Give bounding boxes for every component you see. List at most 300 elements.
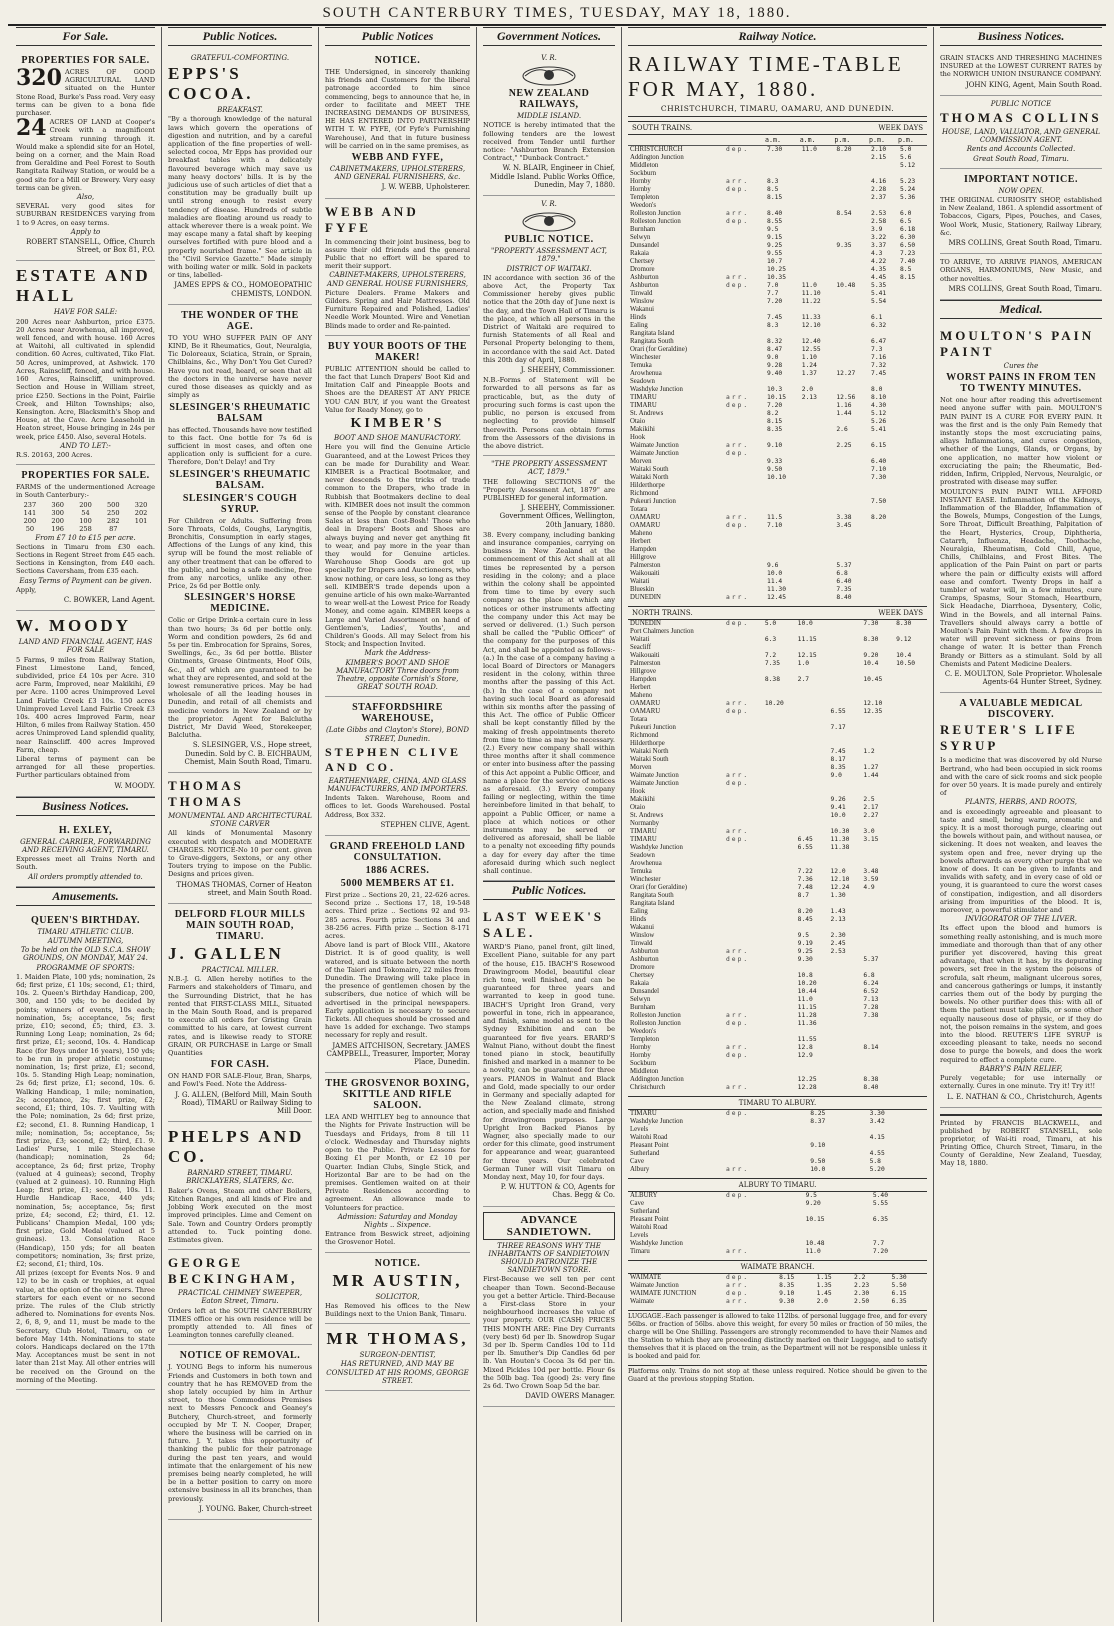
advert-terms: Easy Terms of Payment can be given. — [19, 576, 152, 585]
acreage-number: 24 — [16, 115, 47, 142]
train-time: 5.41 — [871, 290, 887, 297]
train-time: 11.5 — [767, 514, 783, 521]
train-time: 12.10 — [830, 876, 850, 883]
advert-text: In commencing their joint business, beg to assure their old friends and the general Public that no effort will be spared to merit their support. — [325, 237, 470, 271]
advert-signature: JAMES AITCHISON, Secretary. JAMES CAMPBELL, Treasurer, Importer, Moray Place, Dunedin. — [326, 1041, 470, 1067]
arr-dep-label — [724, 852, 763, 860]
week-days-label: WEEK DAYS — [878, 609, 923, 617]
time-column-header: a.m. — [800, 135, 835, 146]
train-time — [861, 892, 894, 900]
albury-label: TIMARU TO ALBURY. — [738, 1099, 817, 1107]
train-time: 9.0 — [767, 354, 779, 361]
timetable-route: CHRISTCHURCH, TIMARU, OAMARU, AND DUNEDIN. — [628, 104, 927, 117]
train-time — [894, 724, 927, 732]
station-name: Rangitata South — [630, 338, 674, 345]
advert-subtitle: BREAKFAST. — [217, 106, 263, 115]
advert-subtitle: Admission: Saturday and Monday Nights .. Sixpence. — [337, 1212, 458, 1229]
timetable-row — [628, 538, 927, 546]
train-time — [800, 426, 835, 434]
advert-exley — [16, 820, 155, 887]
train-time — [763, 764, 796, 772]
advert-text: Liberal terms of payment can be arranged for all these properties. Further particulars obtained from — [16, 755, 155, 780]
train-time: 8.30 — [863, 636, 879, 643]
timetable-row — [628, 322, 927, 330]
notice-subtitle: DISTRICT OF WAITAKI. — [506, 264, 592, 273]
timetable-row — [628, 700, 927, 708]
train-time — [765, 202, 800, 210]
arr-dep-label: dep. — [726, 836, 750, 843]
station-name: Hilderthorpe — [630, 740, 665, 747]
advert-title: DELFORD FLOUR MILLS MAIN SOUTH ROAD, TIMARU. — [174, 909, 306, 943]
train-time — [869, 522, 898, 530]
train-time — [796, 900, 829, 908]
timaru-timetable — [628, 1192, 927, 1256]
advert-text: For Children or Adults. Suffering from Sore Throats, Colds, Coughs, Laryngitis, Bronchitis, Consumption in early stages, Affections of the Lungs of any kind, this syrup will be found the most reliable of any other treatment that can be offered to the public, and being a safe medicine, free from any narcotics, unlike any other. Price, 2s 6d per Bottle only. — [168, 516, 312, 591]
advert-text: MOULTON'S PAIN PAINT WILL AFFORD INSTANT EASE. Inflammation of the Kidneys, Inflammation of the Bladder, Inflammation of the Bowels, Mumps, Congestion of the Lungs, Sore Throat, Difficult Breathing, Palpitation of the Heart, Hysterics, Croup, Diphtheria, Catarrh, Influenza, Headache, Toothache, Neuralgia, Rheumatism, Cold Chill, Ague, Chills, Chilblains, and Frost Bites. The application of the Pain Paint on part or parts where the pain or difficulty exists will afford ease and comfort. Twenty Drops in half a tumbler of water will, in a few minutes, cure Cramps, Spasms, Sour Stomach, Heartburn, Sick Headache, Diarrhoea, Dysentery, Colic, Wind in the Bowels, and all internal Pains. Travellers should always carry a bottle of Moulton's Pain Paint with them. A few drops in water will prevent sickness or pains from change of water. It is better than French Brandy or Bitters as a stimulant. Sold by all Chemists and Patent Medicine Dealers. — [940, 487, 1102, 668]
advert-land-consultation — [325, 836, 470, 1073]
station-name: Maheno — [630, 692, 653, 699]
train-time — [898, 170, 927, 178]
train-time — [763, 628, 796, 636]
train-time — [763, 772, 796, 780]
train-time: 5.30 — [891, 1274, 907, 1281]
train-time — [894, 676, 927, 684]
notice-subtitle: "THE PROPERTY ASSESSMENT ACT, 1879." — [491, 460, 607, 477]
table-row: 237 360 200 500 320 — [23, 500, 148, 509]
timetable-row — [628, 226, 927, 234]
train-time: 11.28 — [797, 1012, 817, 1019]
train-time — [861, 852, 894, 860]
train-time — [828, 668, 861, 676]
train-time: 8.3 — [767, 322, 779, 329]
train-time — [834, 266, 869, 274]
notice-signature: J. SHEEHY, Commissioner. Government Offices, Wellington, 20th January, 1880. — [499, 504, 615, 529]
advert-title: PROPERTIES FOR SALE. — [21, 470, 150, 482]
station-name: Seacliff — [630, 644, 652, 651]
advert-text: Above land is part of Block VIII., Akatore District. It is of good quality, is well watered, and is situate between the north of the Taieri and Tokomairo, 22 miles from Dunedin. The Drawing will take place in the presence of gentlemen chosen by the subscribers, due notice of which will be advertised in the principal newspapers. Early application is necessary to secure Tickets. All cheques should be crossed and have 1s added for exchange. Two stamps necessary for reply and result. — [325, 941, 470, 1040]
arr-dep-label: dep. — [726, 146, 750, 153]
train-time: 8.35 — [830, 764, 846, 771]
station-name: Ealing — [630, 908, 648, 915]
arr-dep-label — [724, 740, 763, 748]
train-time: 3.9 — [871, 226, 883, 233]
train-time — [834, 162, 869, 170]
train-time: 10.8 — [797, 972, 813, 979]
advert-subtitle: SOLICITOR, — [375, 1292, 420, 1301]
advert-signature: J. YOUNG. Baker, Church-street — [199, 1504, 312, 1513]
station-name: Waitaki North — [630, 748, 669, 755]
train-time — [796, 684, 829, 692]
timetable-row — [628, 900, 927, 908]
arr-dep-label — [724, 1060, 763, 1068]
train-time — [763, 1052, 796, 1060]
station-name: Rolleston Junction — [630, 218, 681, 225]
timetable-row — [628, 330, 927, 338]
train-time — [763, 668, 796, 676]
train-time — [894, 628, 927, 636]
train-time — [763, 1060, 796, 1068]
arr-dep-label: arr. — [726, 1248, 750, 1255]
train-time: 2.50 — [854, 1298, 870, 1305]
train-time — [834, 506, 869, 514]
arr-dep-label — [724, 860, 763, 868]
timetable-row — [628, 1166, 927, 1174]
train-time — [796, 1028, 829, 1036]
advert-text: WARD'S Piano, panel front, gilt lined, Excellent Piano, suitable for any part of the house, £15. IBACH'S Rosewood Drawingroom Model, beautiful clear rich tone, well finished, and can be guaranteed for three years and warranted to keep in good tune. IBACH'S Upright Iron Grand, very powerful in tone, rich in appearance, and finish, same model as sent to the Sydney Exhibition and can be guaranteed for five years. ERARD'S Walnut Piano, without doubt the finest toned piano in stock, beautifully finished and marked in a manner to be a novelty, can be guaranteed for three years. PIANOS in Walnut and Black and Gold, made specially to our order in Germany and specially adapted for the New Zealand climate, strong action, and specially made and finished for drawingroom purposes. Large Upright Iron Backed Pianos by Wagner, also specially made to our order for this climate, good instrument for appearance and wear, guaranteed for three years. Our celebrated German Tuner will visit Timaru on Monday next, May 10, for four days. — [483, 943, 615, 1181]
advert-phelps — [168, 1122, 312, 1250]
arr-dep-label: dep. — [726, 186, 750, 193]
station-name: ALBURY — [630, 1192, 658, 1199]
arr-dep-label — [724, 506, 765, 514]
station-name: OAMARU — [630, 514, 661, 521]
arr-dep-label — [724, 868, 763, 876]
advert-signature: W. MOODY. — [114, 781, 155, 790]
train-time — [828, 788, 861, 796]
advert-text: Not one hour after reading this advertisement need anyone suffer with pain. MOULTON'S PAIN PAINT IS A CURE FOR EVERY PAIN. It was the first and is the only Pain Remedy that instantly stops the most excruciating pains, allays Inflammations, and cures congestion, whether of the Lungs, Glands, or Organs, by one application, no matter how violent or excruciating the pain; the Rheumatic, Bed-ridden, Infirm, Crippled, Nervous, Neuralgic, or prostrated with disease may suffer. — [940, 396, 1102, 487]
train-time: 3.30 — [869, 1110, 885, 1117]
train-time — [871, 1208, 927, 1216]
train-time — [894, 828, 927, 836]
train-time — [898, 450, 927, 458]
train-time: 9.25 — [767, 242, 783, 249]
train-time: 11.10 — [801, 290, 821, 297]
train-time: 4.35 — [871, 266, 887, 273]
station-name: Temuka — [630, 868, 652, 875]
train-time: 5.26 — [871, 418, 887, 425]
station-name: Selwyn — [630, 234, 651, 241]
station-name: Winslow — [630, 932, 655, 939]
train-time: 8.15 — [767, 194, 783, 201]
timetable-row — [628, 732, 927, 740]
train-time — [861, 964, 894, 972]
royal-cypher: V. R. — [541, 200, 557, 209]
advert-title: THOMAS THOMAS — [168, 778, 244, 809]
train-time — [828, 924, 861, 932]
train-time: 10.20 — [764, 700, 784, 707]
advert-title: NOTICE OF REMOVAL. — [179, 1350, 301, 1362]
arr-dep-label — [724, 226, 765, 234]
train-time — [898, 418, 927, 426]
arr-dep-label — [724, 980, 763, 988]
train-time — [796, 628, 829, 636]
station-name: Waitohi Road — [630, 1134, 668, 1141]
train-time — [894, 1052, 927, 1060]
train-time — [765, 330, 800, 338]
arr-dep-label — [724, 498, 765, 506]
arr-dep-label: dep. — [726, 1192, 750, 1199]
train-time — [861, 1020, 894, 1028]
train-time: 7.32 — [871, 362, 887, 369]
timetable-row — [628, 546, 927, 554]
timetable-row — [628, 154, 927, 162]
station-name: Ashburton — [630, 282, 659, 289]
station-name: Washdyke Junction — [630, 386, 683, 393]
train-time: 11.22 — [801, 298, 821, 305]
train-time — [898, 402, 927, 410]
timetable-row — [628, 1224, 927, 1232]
advert-subtitle: BABRY'S PAIN RELIEF, — [979, 1064, 1063, 1073]
arr-dep-label — [724, 1200, 804, 1208]
train-time — [834, 298, 869, 306]
advert-text: All prizes (except for Events Nos. 9 and 12) to be in cash or trophies, at equal value, at the option of the winners. Three starters for each event or no second prize. The rules of the Club strictly adhered to. Nominations for events Nos. 2, 6, 8, 9, and 11, must be made to the Secretary, Club Hotel, Timaru, on or before May 14th. Nominations to state colors. Handicaps declared on the 17th May. Acceptances must be sent in not later than 21st May. All other entries will be received on the Ground on the morning of the Meeting. — [16, 1269, 155, 1384]
timetable-row — [628, 1020, 927, 1028]
station-name: Herbert — [630, 684, 651, 691]
station-name: Palmerston — [630, 562, 661, 569]
advert-signature: C. BOWKER, Land Agent. — [63, 595, 155, 604]
advert-text: Picture Dealers. Frame Makers and Gilders. Spring and Hair Mattresses. Old Furniture Repaired and Polished, Ladies' Needle Work Mounted. Wire and Venetian Blinds made to order and Re-painted. — [325, 288, 470, 330]
arr-dep-label — [724, 482, 765, 490]
train-time: 6.47 — [871, 338, 887, 345]
train-time — [894, 900, 927, 908]
arr-dep-label — [724, 900, 763, 908]
advert-subtitle: SURGEON-DENTIST, — [359, 1351, 436, 1360]
train-time — [800, 162, 835, 170]
train-time: 2.13 — [830, 916, 846, 923]
station-name: Rolleston Junction — [630, 210, 681, 217]
train-time — [763, 892, 796, 900]
advert-signature: P. W. HUTTON & CO, Agents for Chas. Begg & Co. — [500, 1183, 615, 1200]
week-days-label: WEEK DAYS — [878, 124, 923, 132]
station-name: Ashburton — [630, 948, 659, 955]
train-time — [898, 386, 927, 394]
royal-crest-icon — [519, 210, 579, 232]
timetable-row — [628, 1004, 927, 1012]
timetable-row — [628, 836, 927, 844]
timetable-row — [628, 1298, 927, 1306]
train-time — [861, 924, 894, 932]
train-time — [828, 1052, 861, 1060]
timetable-row — [628, 450, 927, 458]
timetable-row — [628, 442, 927, 450]
train-time — [828, 684, 861, 692]
notice-property-assessment — [483, 196, 615, 456]
south-timetable — [628, 135, 927, 602]
station-name: OAMARU — [630, 700, 661, 707]
train-time: 8.40 — [767, 210, 783, 217]
station-name: Waimate Junction — [630, 780, 679, 787]
arr-dep-label — [724, 964, 763, 972]
train-time — [894, 700, 927, 708]
train-time — [800, 554, 835, 562]
train-time — [763, 956, 796, 964]
arr-dep-label — [724, 370, 765, 378]
train-time — [800, 378, 835, 386]
train-time — [800, 218, 835, 226]
train-time: 2.15 — [871, 154, 887, 161]
train-time — [894, 668, 927, 676]
table-row: 200 200 100 282 101 — [23, 516, 148, 525]
train-time: 8.55 — [767, 218, 783, 225]
station-name: Morven — [630, 764, 652, 771]
north-timetable — [628, 620, 927, 1092]
train-time: 7.2 — [764, 652, 777, 659]
advert-subtitle: BOOT AND SHOE MANUFACTORY. — [334, 434, 461, 443]
train-time — [796, 764, 829, 772]
train-time — [800, 226, 835, 234]
train-time: 5.40 — [872, 1192, 889, 1199]
station-name: St. Andrews — [630, 410, 664, 417]
advert-title: ESTATE AND HALL — [16, 266, 151, 306]
arr-dep-label — [724, 546, 765, 554]
train-time — [800, 242, 835, 250]
train-time — [869, 482, 898, 490]
train-time: 6.0 — [899, 210, 912, 217]
masthead — [8, 2, 1106, 26]
notice-signature: W. N. BLAIR, Engineer in Chief, Middle Island. Public Works Office, Dunedin, May 7, 1880. — [489, 164, 615, 189]
station-name: Dunsandel — [630, 988, 660, 995]
station-name: Wakanui — [630, 306, 654, 313]
train-time — [869, 162, 898, 170]
arr-dep-label — [724, 788, 763, 796]
arr-dep-label — [724, 676, 763, 684]
train-time: 5.8 — [869, 1158, 881, 1165]
train-time: 5.12 — [899, 162, 916, 169]
albury-timetable — [628, 1110, 927, 1174]
station-name: Winchester — [630, 354, 661, 361]
timetable-row — [628, 1028, 927, 1036]
train-time: 11.0 — [805, 1248, 821, 1255]
station-name: Richmond — [630, 732, 659, 739]
train-time: 7.22 — [797, 868, 813, 875]
train-time — [800, 330, 835, 338]
train-time — [765, 306, 800, 314]
arr-dep-label — [724, 844, 763, 852]
royal-cypher: V. R. — [541, 54, 557, 62]
advert-athletic — [16, 910, 155, 1390]
advert-subtitle: HAVE FOR SALE: — [53, 308, 118, 317]
train-time: 8.37 — [810, 1118, 826, 1125]
train-time: 10.25 — [767, 266, 786, 273]
advert-subtitle: AUTUMN MEETING, — [47, 937, 124, 946]
train-time: 2.23 — [854, 1282, 870, 1289]
train-time: 8.3 — [767, 178, 779, 185]
acreage-table — [16, 501, 155, 533]
train-time: 6.15 — [871, 442, 887, 449]
station-name: Burnham — [630, 226, 656, 233]
station-name: Waimate Junction — [630, 450, 679, 457]
train-time: 7.0 — [767, 282, 779, 289]
timetable-row — [628, 514, 927, 522]
train-time — [765, 538, 800, 546]
train-time — [861, 908, 894, 916]
arr-dep-label — [724, 1224, 804, 1232]
advert-signature: MRS COLLINS, Great South Road, Timaru. — [948, 284, 1102, 293]
train-time — [800, 194, 835, 202]
train-time — [796, 828, 829, 836]
advert-text: Indents Taken. Warehouse, Room and offices to let. Goods Warehoused. Postal Address, Box 332. — [325, 794, 470, 819]
train-time: 7.30 — [871, 474, 887, 481]
train-time — [834, 546, 869, 554]
train-time: 10.15 — [767, 394, 786, 401]
train-time — [834, 322, 869, 330]
timetable-row — [628, 636, 927, 644]
arr-dep-label — [724, 692, 763, 700]
train-time — [763, 1004, 796, 1012]
train-time: 9.50 — [767, 466, 783, 473]
timetable-row — [628, 170, 927, 178]
advert-text: J. YOUNG Begs to inform his numerous Friends and Customers in both town and country that he has REMOVED from the shop lately occupied by him in Arthur street, to those Commodious Premises next to Messrs Pencock and Geaney's Butchery, Church-street, and formerly occupied by Mr T. N. Cooper, Draper, where the business will be carried on in future. J. Y. takes this opportunity of thanking the public for their patronage during the past ten years, and would intimate that the enlargement of his new premises being nearly completed, he will be in a better position to carry on more extensive business in all its branches, than previously. — [168, 1363, 312, 1503]
train-time: 6.15 — [891, 1290, 907, 1297]
advert-subtitle: Cures the — [1003, 362, 1039, 371]
station-name: Sockburn — [630, 170, 657, 177]
station-name: Waitaki South — [630, 466, 669, 473]
train-time: 9.0 — [830, 772, 842, 779]
advert-title: MR AUSTIN, — [332, 1270, 463, 1290]
station-name: Wakanui — [630, 924, 654, 931]
arr-dep-label: arr. — [726, 1044, 750, 1051]
advert-title: QUEEN'S BIRTHDAY. — [30, 914, 141, 926]
train-time — [763, 812, 796, 820]
train-time — [796, 700, 829, 708]
arr-dep-label: dep. — [726, 956, 750, 963]
station-name: Waimate Junction — [630, 1282, 679, 1289]
advert-subtitle: NOW OPEN. — [998, 186, 1044, 195]
train-time — [800, 594, 835, 602]
station-name: Waimate Junction — [630, 442, 679, 449]
train-time: 7.40 — [899, 258, 916, 265]
train-time: 8.20 — [871, 514, 887, 521]
train-time — [828, 996, 861, 1004]
advert-text: Rents and Accounts Collected. — [966, 145, 1076, 154]
advert-product: REUTER'S LIFE SYRUP — [940, 722, 1078, 754]
train-time — [800, 266, 835, 274]
arr-dep-label — [724, 322, 765, 330]
station-name: Rakaia — [630, 250, 649, 257]
timetable-row — [628, 362, 927, 370]
advert-stansell — [16, 50, 155, 261]
train-time — [898, 330, 927, 338]
timetable-row — [628, 426, 927, 434]
train-time: 12.10 — [801, 322, 821, 329]
timetable-row — [628, 266, 927, 274]
section-heading: Business Notices. — [940, 27, 1102, 46]
station-name: Waikouaiti — [630, 570, 660, 577]
train-time: 1.44 — [836, 410, 852, 417]
printer-imprint: Printed by FRANCIS BLACKWELL, and published by ROBERT STANSELL, sole proprietor, of Wai-iti road, Timaru, at his Printing Office, Church Street, Timaru, in the County of Geraldine, New Zealand, Tuesday, May 18, 1880. — [940, 1114, 1102, 1167]
train-time: 10.7 — [767, 258, 783, 265]
train-time: 8.15 — [779, 1274, 795, 1281]
train-time: 5.24 — [899, 186, 916, 193]
timetable-title: RAILWAY TIME-TABLE FOR MAY, 1880. — [628, 52, 904, 101]
station-name: Hornby — [630, 178, 651, 185]
station-name: Ashburton — [630, 274, 659, 281]
timetable-row — [628, 780, 927, 788]
station-name: Hillgrove — [630, 554, 657, 561]
train-time: 5.37 — [863, 956, 879, 963]
train-time: 1.35 — [816, 1282, 832, 1289]
train-time — [834, 378, 869, 386]
timetable-row — [628, 684, 927, 692]
train-time — [800, 450, 835, 458]
advert-text: Has Removed his offices to the New Buildings next to the Union Bank, Timaru. — [325, 1301, 470, 1318]
section-heading: Business Notices. — [16, 797, 155, 816]
train-time: 8.5 — [899, 266, 912, 273]
station-name: Hook — [630, 434, 646, 441]
train-time — [828, 988, 861, 996]
station-name: St. Andrews — [630, 812, 664, 819]
timetable-row — [628, 258, 927, 266]
train-time: 2.37 — [871, 194, 887, 201]
arr-dep-label — [724, 202, 765, 210]
train-time: 9.5 — [797, 932, 810, 939]
advert-title: PHELPS AND CO. — [168, 1127, 305, 1167]
arr-dep-label — [724, 876, 763, 884]
section-heading: Public Notices — [325, 27, 470, 46]
train-time — [834, 218, 869, 226]
train-time — [800, 546, 835, 554]
arr-dep-label: arr. — [726, 1298, 750, 1305]
station-name: Rakaia — [630, 980, 649, 987]
